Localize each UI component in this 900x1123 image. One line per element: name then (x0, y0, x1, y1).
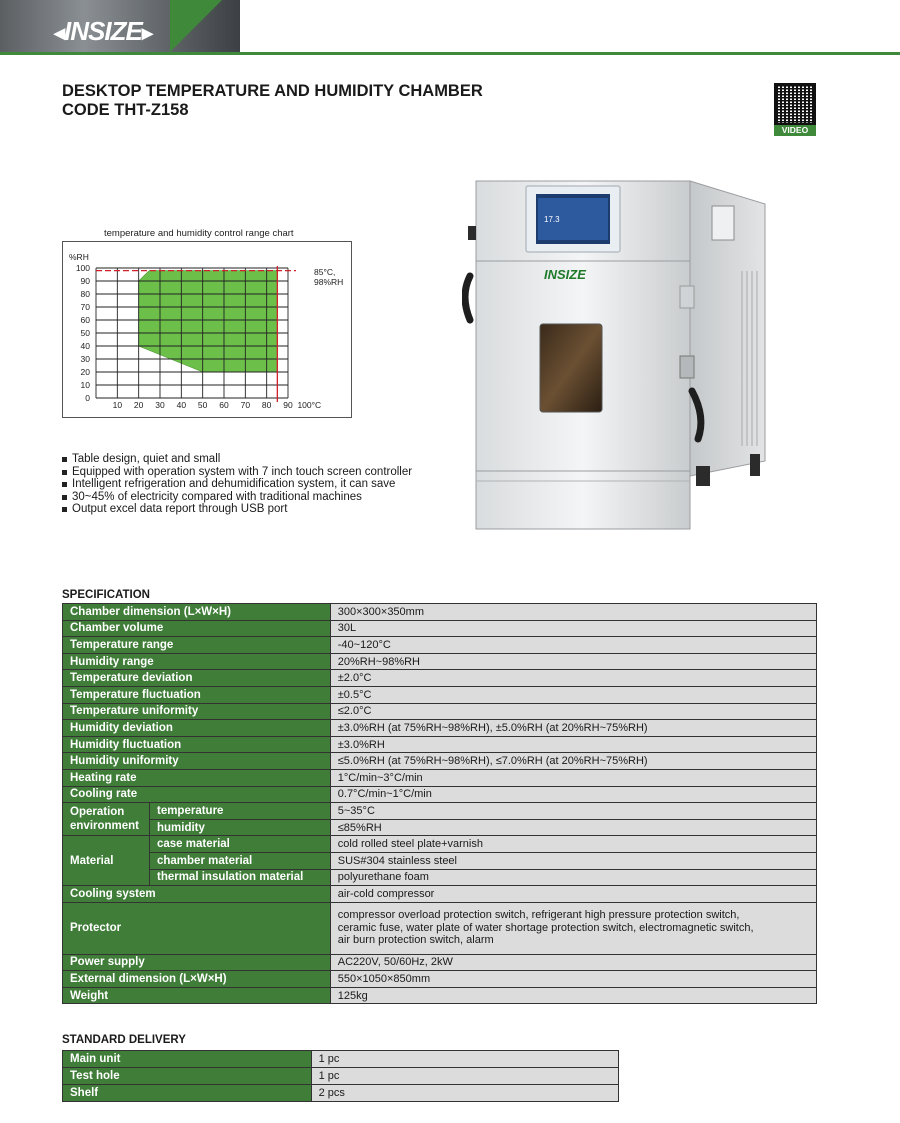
chart-y-tick-label: 70 (80, 302, 90, 312)
spec-row (63, 604, 817, 621)
spec-label: Humidity range (63, 653, 331, 670)
chart-x-tick-label: 30 (155, 400, 165, 410)
spec-value: ±3.0%RH (at 75%RH~98%RH), ±5.0%RH (at 20%RH~75%RH) (330, 720, 816, 737)
spec-label: External dimension (L×W×H) (63, 971, 331, 988)
spec-value-line: air burn protection switch, alarm (337, 934, 494, 947)
chart-y-tick-label: 0 (85, 393, 90, 403)
delivery-row (63, 1068, 619, 1085)
chart-annotation-line: 98%RH (314, 277, 344, 287)
spec-value: air-cold compressor (330, 886, 816, 903)
delivery-label: Shelf (63, 1085, 312, 1102)
spec-value: -40~120°C (330, 637, 816, 654)
delivery-row (63, 1085, 619, 1102)
spec-row (63, 971, 817, 988)
spec-row (63, 836, 817, 853)
spec-row (63, 670, 817, 687)
spec-value: 30L (330, 620, 816, 637)
delivery-table (62, 1050, 619, 1102)
chart-y-tick-label: 100 (75, 263, 90, 273)
spec-row (63, 954, 817, 971)
chart-x-tick-label: 50 (197, 400, 208, 410)
spec-label: Chamber volume (63, 620, 331, 637)
spec-value: 550×1050×850mm (330, 971, 816, 988)
spec-value: ≤5.0%RH (at 75%RH~98%RH), ≤7.0%RH (at 20%RH~75%RH) (330, 753, 816, 770)
chart-annotation-line: 85°C, (314, 267, 336, 277)
brand-name: INSIZE (64, 16, 142, 46)
spec-row (63, 803, 817, 820)
spec-value: cold rolled steel plate+varnish (330, 836, 816, 853)
spec-row (63, 720, 817, 737)
chart-x-tick-label: 60 (219, 400, 229, 410)
spec-row (63, 769, 817, 786)
spec-sublabel: temperature (149, 803, 330, 820)
chart-x-tick-label: 40 (176, 400, 187, 410)
chart-x-tick-label: 100°C (297, 400, 322, 410)
spec-label: Temperature range (63, 637, 331, 654)
spec-label-operation (63, 803, 150, 836)
spec-value: ±3.0%RH (330, 736, 816, 753)
chart-y-tick-label: 90 (80, 276, 90, 286)
spec-row (63, 886, 817, 903)
logo-right-arrow-icon: ▸ (141, 20, 152, 45)
screen-readout: 17.3 (544, 215, 560, 224)
spec-row (63, 987, 817, 1004)
spec-value: 125kg (330, 987, 816, 1004)
spec-value: ±2.0°C (330, 670, 816, 687)
spec-row (63, 736, 817, 753)
spec-sublabel: thermal insulation material (149, 869, 330, 886)
chart-y-tick-label: 50 (80, 328, 90, 338)
spec-value-line: compressor overload protection switch, refrigerant high pressure protection switch, (337, 909, 740, 922)
brand-logo (54, 16, 152, 47)
spec-value: 20%RH~98%RH (330, 653, 816, 670)
page-header (0, 0, 900, 56)
chart-y-tick-label: 10 (80, 380, 90, 390)
spec-value: 1°C/min~3°C/min (330, 769, 816, 786)
spec-label-line: Operation (70, 806, 125, 819)
spec-row (63, 637, 817, 654)
range-chart (62, 241, 352, 418)
spec-label-line: environment (70, 820, 140, 833)
spec-row (63, 819, 817, 836)
chart-y-axis-label: %RH (69, 252, 89, 262)
chart-x-tick-label: 10 (112, 400, 123, 410)
chart-y-tick-label: 20 (80, 367, 90, 377)
spec-label: Power supply (63, 954, 331, 971)
chart-x-tick-label: 70 (240, 400, 251, 410)
header-green-triangle (170, 0, 222, 52)
chart-y-tick-label: 60 (80, 315, 90, 325)
feature-list (62, 453, 442, 516)
delivery-value: 2 pcs (311, 1085, 618, 1102)
chart-x-tick-label: 90 (283, 400, 293, 410)
spec-value: 300×300×350mm (330, 604, 816, 621)
specification-heading: SPECIFICATION (62, 589, 150, 601)
header-divider (0, 52, 900, 55)
spec-value: ≤85%RH (330, 819, 816, 836)
spec-value-protector (330, 902, 816, 954)
feature-item-continued: 30~45% of electricity compared with traditional machines (62, 491, 442, 504)
spec-label: Cooling system (63, 886, 331, 903)
spec-value-line: ceramic fuse, water plate of water shortage protection switch, electromagnetic switch, (337, 921, 754, 934)
spec-label: Temperature fluctuation (63, 686, 331, 703)
spec-row (63, 620, 817, 637)
chart-x-tick-label: 20 (133, 400, 144, 410)
spec-row (63, 753, 817, 770)
spec-value: polyurethane foam (330, 869, 816, 886)
feature-item: Intelligent refrigeration and dehumidification system, it can save (62, 478, 442, 491)
spec-row (63, 869, 817, 886)
product-logo: INSIZE (544, 267, 586, 282)
specification-table (62, 603, 817, 1004)
spec-row (63, 786, 817, 803)
spec-label: Weight (63, 987, 331, 1004)
spec-label: Temperature deviation (63, 670, 331, 687)
spec-sublabel: chamber material (149, 852, 330, 869)
chart-y-tick-label: 80 (80, 289, 90, 299)
product-image (462, 176, 772, 532)
spec-label: Heating rate (63, 769, 331, 786)
qr-video-label: VIDEO (774, 125, 816, 136)
spec-value: ±0.5°C (330, 686, 816, 703)
delivery-label: Main unit (63, 1051, 312, 1068)
feature-item: Output excel data report through USB port (62, 503, 442, 516)
feature-item: Table design, quiet and small (62, 453, 442, 466)
delivery-heading: STANDARD DELIVERY (62, 1034, 186, 1046)
spec-row (63, 653, 817, 670)
delivery-row (63, 1051, 619, 1068)
chart-title: temperature and humidity control range chart (104, 228, 294, 239)
logo-left-arrow-icon: ◂ (54, 20, 65, 45)
spec-label-material: Material (63, 836, 150, 886)
chart-y-tick-label: 30 (80, 354, 90, 364)
spec-value: SUS#304 stainless steel (330, 852, 816, 869)
spec-sublabel: case material (149, 836, 330, 853)
delivery-label: Test hole (63, 1068, 312, 1085)
spec-row (63, 902, 817, 954)
spec-value: 5~35°C (330, 803, 816, 820)
spec-row (63, 686, 817, 703)
product-name: DESKTOP TEMPERATURE AND HUMIDITY CHAMBER (62, 82, 483, 100)
spec-label: Humidity fluctuation (63, 736, 331, 753)
spec-value: AC220V, 50/60Hz, 2kW (330, 954, 816, 971)
spec-label: Temperature uniformity (63, 703, 331, 720)
feature-item: Equipped with operation system with 7 inch touch screen controller (62, 466, 442, 479)
spec-value: 0.7°C/min~1°C/min (330, 786, 816, 803)
spec-value: ≤2.0°C (330, 703, 816, 720)
delivery-value: 1 pc (311, 1051, 618, 1068)
spec-label: Protector (63, 902, 331, 954)
chart-y-tick-label: 40 (80, 341, 90, 351)
spec-row (63, 852, 817, 869)
spec-row (63, 703, 817, 720)
spec-sublabel: humidity (149, 819, 330, 836)
product-title (62, 82, 483, 120)
delivery-value: 1 pc (311, 1068, 618, 1085)
spec-label: Humidity deviation (63, 720, 331, 737)
chart-x-tick-label: 80 (261, 400, 272, 410)
spec-label: Chamber dimension (L×W×H) (63, 604, 331, 621)
product-code: CODE THT-Z158 (62, 101, 189, 119)
spec-label: Cooling rate (63, 786, 331, 803)
spec-label: Humidity uniformity (63, 753, 331, 770)
qr-code-icon[interactable] (774, 83, 816, 125)
